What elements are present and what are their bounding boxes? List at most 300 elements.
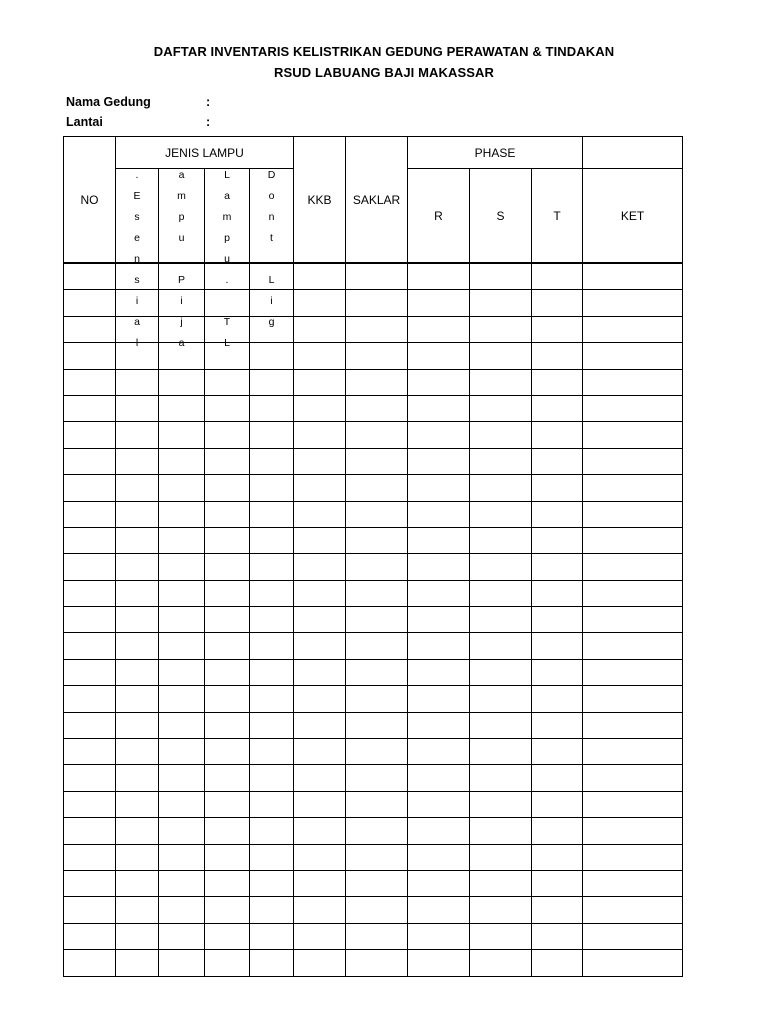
table-row xyxy=(64,343,683,369)
table-cell xyxy=(346,369,408,395)
table-cell xyxy=(64,791,116,817)
table-cell xyxy=(294,607,346,633)
table-cell xyxy=(205,870,250,896)
table-cell xyxy=(205,712,250,738)
table-cell xyxy=(470,818,532,844)
table-cell xyxy=(532,501,583,527)
table-cell xyxy=(159,739,205,765)
table-cell xyxy=(294,527,346,553)
table-cell xyxy=(159,607,205,633)
table-cell xyxy=(346,316,408,342)
table-row xyxy=(64,580,683,606)
table-cell xyxy=(294,765,346,791)
table-cell xyxy=(470,369,532,395)
table-row xyxy=(64,712,683,738)
table-cell xyxy=(470,765,532,791)
table-cell xyxy=(470,712,532,738)
table-cell xyxy=(205,527,250,553)
table-cell xyxy=(583,607,683,633)
table-row xyxy=(64,290,683,316)
table-cell xyxy=(116,791,159,817)
table-cell xyxy=(408,527,470,553)
table-cell xyxy=(408,897,470,923)
table-row xyxy=(64,501,683,527)
table-cell xyxy=(346,791,408,817)
table-row xyxy=(64,369,683,395)
table-cell xyxy=(408,580,470,606)
table-cell xyxy=(64,395,116,421)
table-cell xyxy=(470,923,532,949)
table-cell xyxy=(159,897,205,923)
table-row xyxy=(64,316,683,342)
table-cell xyxy=(294,422,346,448)
table-cell xyxy=(408,448,470,474)
table-cell xyxy=(116,739,159,765)
table-cell xyxy=(64,950,116,976)
field-label: Lantai xyxy=(66,115,103,129)
header-lamp-type-1: . E s e n s i a l xyxy=(116,169,159,264)
table-cell xyxy=(583,818,683,844)
table-cell xyxy=(346,950,408,976)
table-cell xyxy=(408,844,470,870)
table-cell xyxy=(294,844,346,870)
table-cell xyxy=(64,554,116,580)
table-cell xyxy=(205,791,250,817)
table-cell xyxy=(470,950,532,976)
header-no: NO xyxy=(64,137,116,264)
table-cell xyxy=(116,686,159,712)
table-cell xyxy=(64,263,116,290)
table-cell xyxy=(408,870,470,896)
table-cell xyxy=(64,290,116,316)
table-cell xyxy=(408,343,470,369)
table-cell xyxy=(250,923,294,949)
table-cell xyxy=(532,263,583,290)
table-cell xyxy=(470,290,532,316)
table-cell xyxy=(583,791,683,817)
table-cell xyxy=(408,395,470,421)
table-cell xyxy=(64,448,116,474)
table-cell xyxy=(250,501,294,527)
table-cell xyxy=(250,554,294,580)
table-cell xyxy=(250,395,294,421)
document-subtitle: RSUD LABUANG BAJI MAKASSAR xyxy=(274,65,494,80)
table-cell xyxy=(532,765,583,791)
table-row xyxy=(64,844,683,870)
table-cell xyxy=(64,475,116,501)
table-row xyxy=(64,765,683,791)
table-cell xyxy=(583,501,683,527)
table-cell xyxy=(408,739,470,765)
table-cell xyxy=(346,712,408,738)
table-cell xyxy=(294,791,346,817)
table-cell xyxy=(346,923,408,949)
table-cell xyxy=(408,369,470,395)
table-cell xyxy=(294,897,346,923)
table-cell xyxy=(205,448,250,474)
table-cell xyxy=(470,870,532,896)
table-cell xyxy=(159,448,205,474)
table-cell xyxy=(532,659,583,685)
table-cell xyxy=(294,448,346,474)
table-cell xyxy=(583,263,683,290)
header-lamp-type-4: D o n t L i g xyxy=(250,169,294,264)
inventory-table xyxy=(63,136,683,977)
table-cell xyxy=(408,659,470,685)
table-cell xyxy=(532,633,583,659)
table-cell xyxy=(294,659,346,685)
table-cell xyxy=(64,659,116,685)
table-cell xyxy=(583,897,683,923)
table-cell xyxy=(159,395,205,421)
table-body xyxy=(64,263,683,976)
table-cell xyxy=(294,739,346,765)
table-cell xyxy=(159,580,205,606)
table-cell xyxy=(64,686,116,712)
table-row xyxy=(64,870,683,896)
table-cell xyxy=(250,607,294,633)
table-row xyxy=(64,395,683,421)
table-cell xyxy=(294,343,346,369)
table-cell xyxy=(159,527,205,553)
table-cell xyxy=(64,844,116,870)
table-cell xyxy=(532,923,583,949)
table-cell xyxy=(116,422,159,448)
table-cell xyxy=(470,791,532,817)
table-cell xyxy=(408,316,470,342)
table-cell xyxy=(470,739,532,765)
table-cell xyxy=(470,844,532,870)
table-cell xyxy=(116,501,159,527)
table-cell xyxy=(470,554,532,580)
table-cell xyxy=(294,316,346,342)
table-cell xyxy=(294,870,346,896)
table-cell xyxy=(532,475,583,501)
table-cell xyxy=(532,422,583,448)
table-cell xyxy=(583,844,683,870)
table-cell xyxy=(583,554,683,580)
table-cell xyxy=(346,395,408,421)
field-nama-gedung xyxy=(66,95,210,109)
table-row xyxy=(64,527,683,553)
table-cell xyxy=(470,659,532,685)
table-cell xyxy=(250,659,294,685)
table-cell xyxy=(583,290,683,316)
table-cell xyxy=(64,580,116,606)
table-cell xyxy=(116,818,159,844)
table-cell xyxy=(408,422,470,448)
table-cell xyxy=(532,686,583,712)
table-cell xyxy=(116,765,159,791)
table-cell xyxy=(583,395,683,421)
table-cell xyxy=(159,818,205,844)
header-phase-t: T xyxy=(532,169,583,264)
table-cell xyxy=(294,580,346,606)
table-cell xyxy=(205,897,250,923)
table-cell xyxy=(159,475,205,501)
table-cell xyxy=(205,950,250,976)
table-cell xyxy=(346,527,408,553)
table-cell xyxy=(159,369,205,395)
table-row xyxy=(64,554,683,580)
table-cell xyxy=(116,659,159,685)
table-cell xyxy=(470,475,532,501)
table-cell xyxy=(205,369,250,395)
header-lamp-type-2: a m p u P i j a xyxy=(159,169,205,264)
table-cell xyxy=(532,448,583,474)
table-cell xyxy=(532,950,583,976)
table-cell xyxy=(294,501,346,527)
table-cell xyxy=(64,633,116,659)
table-cell xyxy=(116,369,159,395)
table-cell xyxy=(408,290,470,316)
table-cell xyxy=(116,950,159,976)
table-row xyxy=(64,923,683,949)
table-cell xyxy=(532,316,583,342)
table-cell xyxy=(205,501,250,527)
table-cell xyxy=(583,686,683,712)
table-cell xyxy=(205,686,250,712)
field-label: Nama Gedung xyxy=(66,95,151,109)
table-cell xyxy=(583,923,683,949)
table-cell xyxy=(250,580,294,606)
table-cell xyxy=(583,659,683,685)
table-cell xyxy=(159,765,205,791)
header-phase: PHASE xyxy=(408,137,583,169)
table-cell xyxy=(205,395,250,421)
table-cell xyxy=(250,950,294,976)
table-cell xyxy=(346,607,408,633)
table-cell xyxy=(408,554,470,580)
table-cell xyxy=(583,739,683,765)
table-cell xyxy=(116,448,159,474)
table-cell xyxy=(64,316,116,342)
table-cell xyxy=(159,870,205,896)
document-title: DAFTAR INVENTARIS KELISTRIKAN GEDUNG PERAWATAN & TINDAKAN xyxy=(153,44,615,59)
table-cell xyxy=(583,580,683,606)
table-cell xyxy=(250,448,294,474)
table-cell xyxy=(346,659,408,685)
table-cell xyxy=(64,765,116,791)
field-colon: : xyxy=(206,95,211,109)
table-cell xyxy=(250,343,294,369)
table-row xyxy=(64,897,683,923)
table-cell xyxy=(532,791,583,817)
table-cell xyxy=(205,659,250,685)
table-cell xyxy=(64,527,116,553)
table-cell xyxy=(250,686,294,712)
table-cell xyxy=(470,607,532,633)
table-cell xyxy=(64,818,116,844)
table-cell xyxy=(470,501,532,527)
table-cell xyxy=(159,844,205,870)
table-cell xyxy=(159,791,205,817)
table-cell xyxy=(532,554,583,580)
table-cell xyxy=(532,870,583,896)
table-cell xyxy=(408,501,470,527)
table-cell xyxy=(294,633,346,659)
table-cell xyxy=(346,263,408,290)
table-cell xyxy=(116,923,159,949)
table-cell xyxy=(250,870,294,896)
table-cell xyxy=(346,554,408,580)
table-cell xyxy=(159,950,205,976)
table-cell xyxy=(205,475,250,501)
table-cell xyxy=(346,422,408,448)
table-cell xyxy=(64,501,116,527)
table-cell xyxy=(64,422,116,448)
table-cell xyxy=(346,739,408,765)
header-lamp-type-3: L a m p u . T L xyxy=(205,169,250,264)
table-cell xyxy=(250,765,294,791)
table-cell xyxy=(250,527,294,553)
table-cell xyxy=(205,739,250,765)
table-cell xyxy=(116,897,159,923)
table-row xyxy=(64,422,683,448)
table-cell xyxy=(583,369,683,395)
table-cell xyxy=(294,395,346,421)
table-cell xyxy=(159,923,205,949)
table-cell xyxy=(159,501,205,527)
table-cell xyxy=(159,659,205,685)
table-row xyxy=(64,659,683,685)
table-cell xyxy=(205,765,250,791)
table-cell xyxy=(250,791,294,817)
table-cell xyxy=(532,818,583,844)
table-cell xyxy=(532,607,583,633)
table-cell xyxy=(294,950,346,976)
table-cell xyxy=(408,923,470,949)
table-cell xyxy=(583,448,683,474)
table-row xyxy=(64,263,683,290)
table-cell xyxy=(470,316,532,342)
table-cell xyxy=(64,607,116,633)
table-cell xyxy=(250,739,294,765)
table-cell xyxy=(346,870,408,896)
table-cell xyxy=(532,844,583,870)
table-cell xyxy=(532,580,583,606)
table-cell xyxy=(583,422,683,448)
table-cell xyxy=(64,897,116,923)
table-cell xyxy=(346,580,408,606)
table-cell xyxy=(205,633,250,659)
table-cell xyxy=(294,263,346,290)
table-row xyxy=(64,448,683,474)
table-cell xyxy=(346,897,408,923)
table-row xyxy=(64,686,683,712)
table-cell xyxy=(159,633,205,659)
table-cell xyxy=(583,712,683,738)
table-cell xyxy=(408,818,470,844)
table-cell xyxy=(116,844,159,870)
table-cell xyxy=(346,818,408,844)
table-cell xyxy=(159,686,205,712)
field-colon: : xyxy=(206,115,211,129)
table-cell xyxy=(116,633,159,659)
table-cell xyxy=(205,818,250,844)
table-cell xyxy=(346,765,408,791)
table-cell xyxy=(470,343,532,369)
table-cell xyxy=(294,369,346,395)
table-cell xyxy=(583,527,683,553)
table-cell xyxy=(470,527,532,553)
table-cell xyxy=(116,870,159,896)
table-cell xyxy=(532,290,583,316)
table-cell xyxy=(346,501,408,527)
table-cell xyxy=(294,923,346,949)
table-cell xyxy=(205,923,250,949)
table-cell xyxy=(250,475,294,501)
table-row xyxy=(64,818,683,844)
table-cell xyxy=(532,369,583,395)
table-cell xyxy=(583,475,683,501)
table-cell xyxy=(64,712,116,738)
table-row xyxy=(64,475,683,501)
header-kkb: KKB xyxy=(294,137,346,264)
table-row xyxy=(64,739,683,765)
table-cell xyxy=(470,395,532,421)
table-cell xyxy=(470,686,532,712)
header-phase-s: S xyxy=(470,169,532,264)
table-cell xyxy=(346,290,408,316)
table-cell xyxy=(116,527,159,553)
table-cell xyxy=(64,923,116,949)
table-cell xyxy=(116,712,159,738)
header-jenis-lampu: JENIS LAMPU xyxy=(116,137,294,169)
table-cell xyxy=(346,686,408,712)
table-cell xyxy=(250,844,294,870)
table-cell xyxy=(116,607,159,633)
table-cell xyxy=(470,633,532,659)
table-row xyxy=(64,607,683,633)
table-cell xyxy=(470,897,532,923)
table-cell xyxy=(205,844,250,870)
table-cell xyxy=(408,765,470,791)
table-cell xyxy=(294,712,346,738)
table-cell xyxy=(408,686,470,712)
table-cell xyxy=(64,739,116,765)
header-ket: KET xyxy=(583,169,683,264)
table-cell xyxy=(470,263,532,290)
table-cell xyxy=(408,791,470,817)
table-row xyxy=(64,633,683,659)
table-cell xyxy=(64,369,116,395)
table-cell xyxy=(294,818,346,844)
table-cell xyxy=(470,422,532,448)
table-cell xyxy=(250,422,294,448)
table-cell xyxy=(408,263,470,290)
table-cell xyxy=(408,950,470,976)
table-cell xyxy=(532,739,583,765)
table-cell xyxy=(583,316,683,342)
header-ket-top xyxy=(583,137,683,169)
field-lantai xyxy=(66,115,210,129)
table-cell xyxy=(159,554,205,580)
table-cell xyxy=(159,422,205,448)
table-cell xyxy=(205,580,250,606)
table-cell xyxy=(250,818,294,844)
table-cell xyxy=(159,712,205,738)
table-cell xyxy=(250,897,294,923)
table-cell xyxy=(346,475,408,501)
table-row xyxy=(64,791,683,817)
table-cell xyxy=(346,844,408,870)
table-cell xyxy=(583,343,683,369)
table-cell xyxy=(408,475,470,501)
table-cell xyxy=(532,527,583,553)
table-cell xyxy=(583,633,683,659)
table-cell xyxy=(250,633,294,659)
